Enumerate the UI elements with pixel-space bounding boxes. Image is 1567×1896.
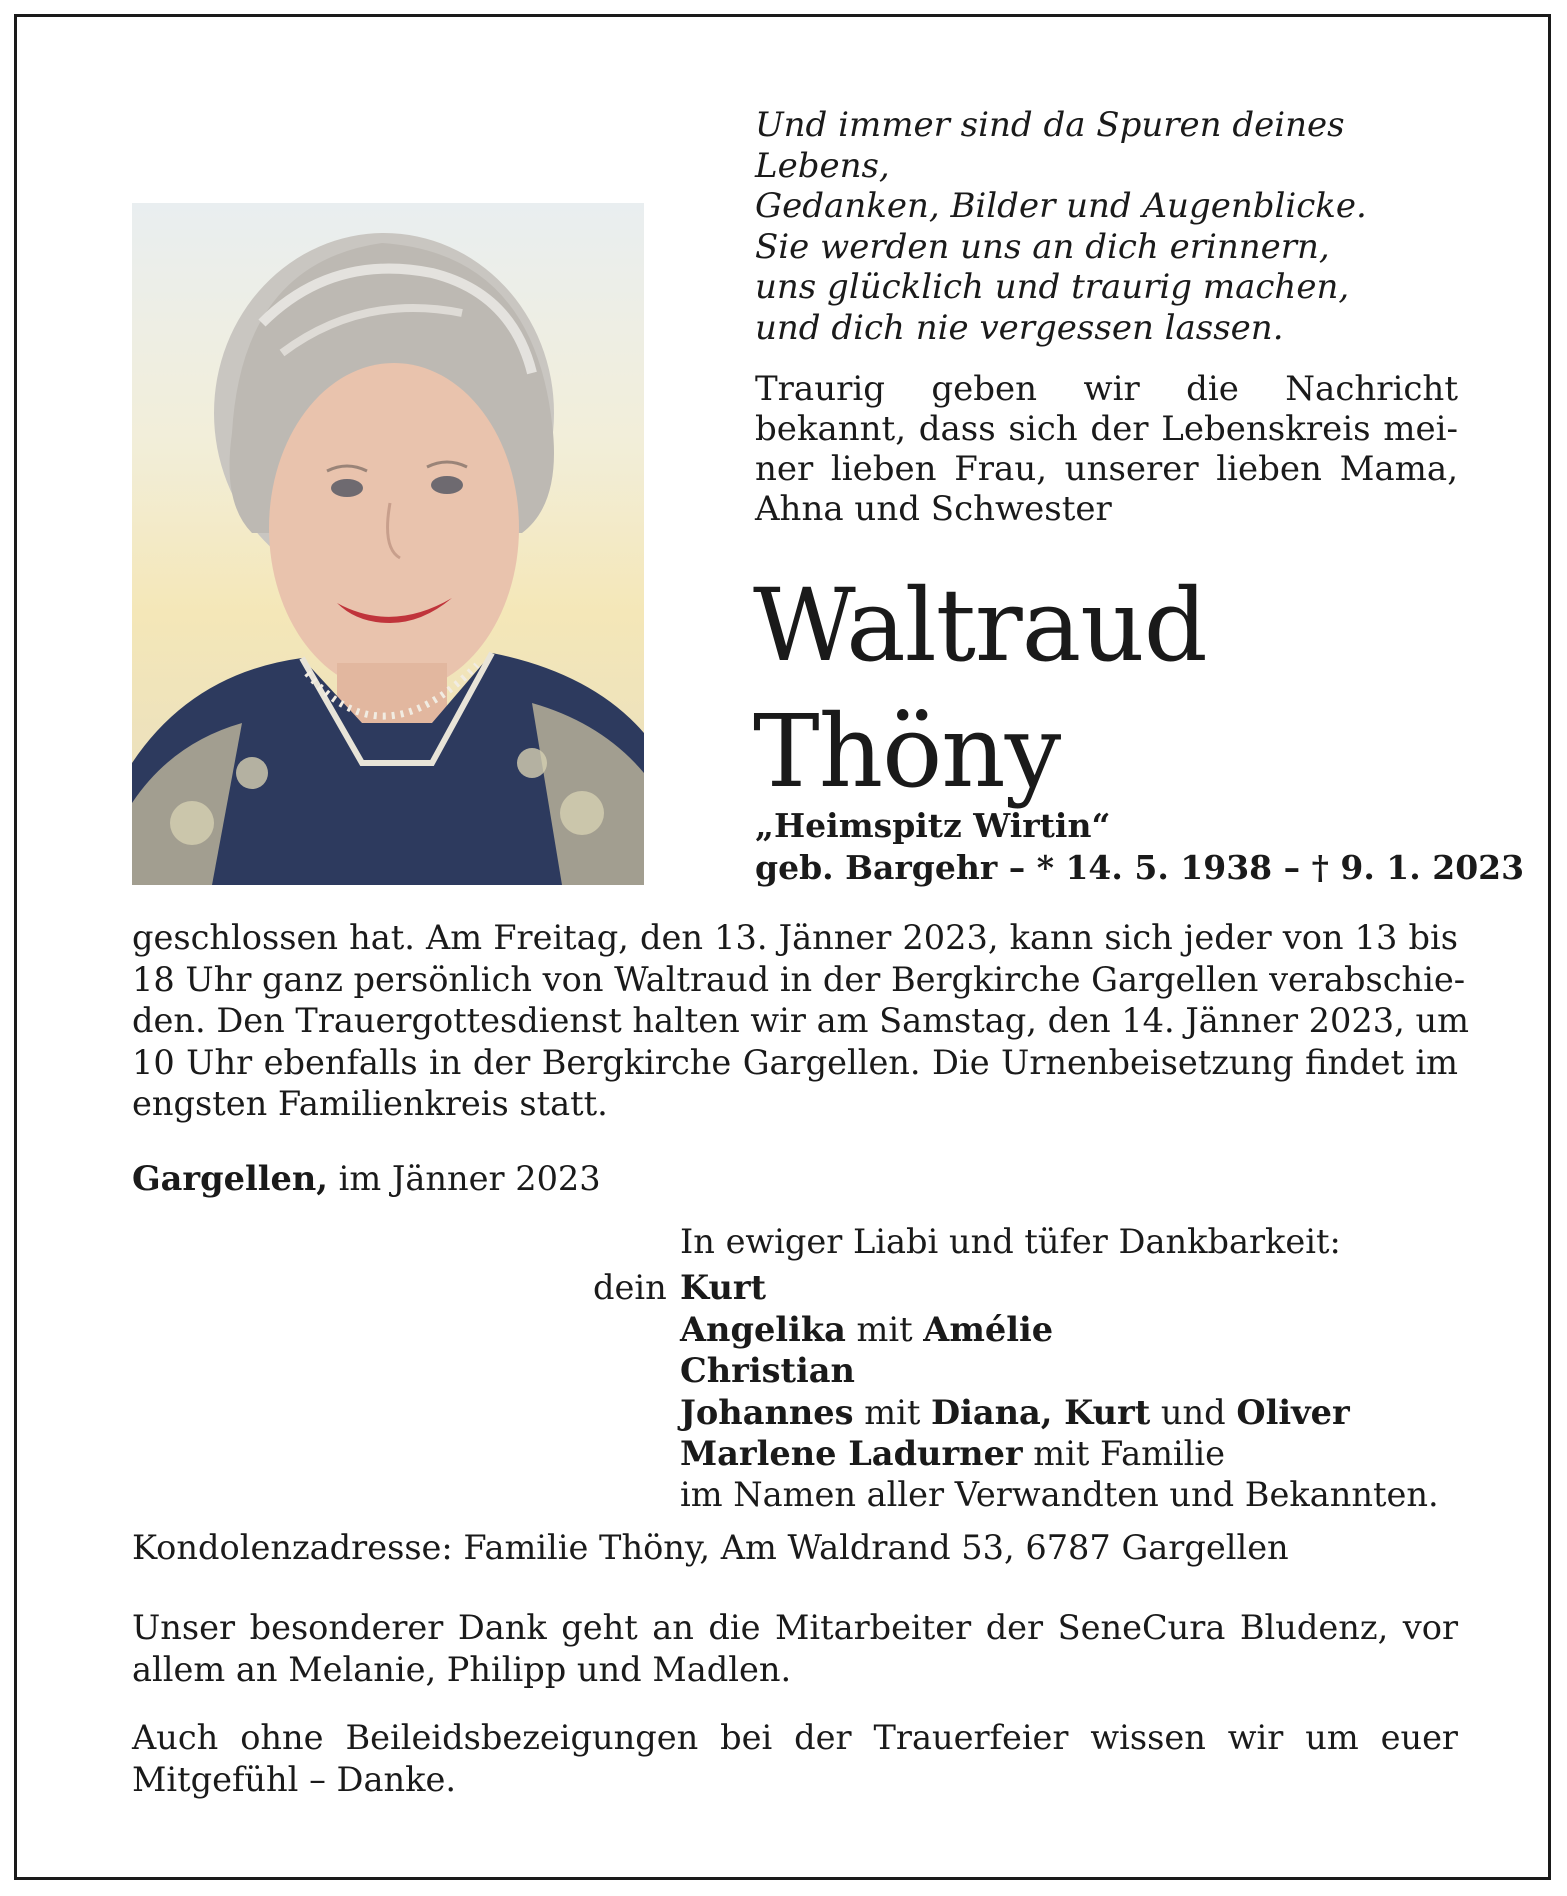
family-line <box>680 1433 1439 1475</box>
connector: und <box>1150 1392 1237 1432</box>
intro-line: Traurig geben wir die Nachricht <box>755 369 1458 409</box>
poem-line: Sie werden uns an dich erinnern, <box>755 226 1330 267</box>
family-name: Christian <box>680 1350 855 1390</box>
intro-text <box>755 369 1458 529</box>
date-text: im Jänner 2023 <box>327 1159 601 1198</box>
connector: mit <box>853 1392 931 1432</box>
intro-line: ner lieben Frau, unserer lieben Mama, <box>755 449 1458 489</box>
first-name: Waltraud <box>753 567 1207 684</box>
place-name: Gargellen, <box>132 1158 328 1198</box>
deceased-name <box>753 563 1207 815</box>
last-name: Thöny <box>753 693 1061 810</box>
poem-line: und dich nie vergessen lassen. <box>755 307 1284 348</box>
body-text <box>132 917 1469 1125</box>
family-name: Oliver <box>1236 1391 1350 1432</box>
portrait-icon <box>132 203 644 885</box>
family-name: Angelika <box>680 1308 846 1349</box>
family-line: im Namen aller Verwandten und Bekannten. <box>680 1474 1439 1514</box>
family-name: Diana, Kurt <box>930 1391 1151 1432</box>
birth-death-dates: geb. Bargehr – * 14. 5. 1938 – † 9. 1. 2023 <box>755 848 1525 887</box>
family-line <box>680 1309 1439 1351</box>
connector: mit <box>845 1309 924 1349</box>
poem-line: Und immer sind da Spuren deines Lebens, <box>755 105 1345 186</box>
closing-line: Mitgefühl – Danke. <box>132 1760 456 1799</box>
condolence-address: Kondolenzadresse: Familie Thöny, Am Waldrand 53, 6787 Gargellen <box>132 1528 1289 1567</box>
special-thanks <box>132 1607 1458 1691</box>
body-line: den. Den Trauergottesdienst halten wir am Samstag, den 14. Jänner 2023, um <box>132 1001 1469 1040</box>
thanks-line: allem an Melanie, Philipp und Madlen. <box>132 1650 792 1689</box>
family-line <box>680 1267 1439 1309</box>
poem-line: uns glücklich und traurig machen, <box>755 267 1350 307</box>
intro-line: Ahna und Schwester <box>755 489 1112 529</box>
portrait-photo <box>132 203 644 885</box>
name-details <box>755 805 1524 889</box>
dein-label: dein <box>593 1268 667 1307</box>
family-list <box>680 1267 1439 1515</box>
place-date <box>132 1157 601 1200</box>
nickname: „Heimspitz Wirtin“ <box>755 806 1111 845</box>
closing-text <box>132 1717 1458 1801</box>
body-line: 10 Uhr ebenfalls in der Bergkirche Gargellen. Die Urnenbeisetzung findet im <box>132 1042 1458 1082</box>
obituary-notice <box>14 14 1551 1880</box>
family-line <box>680 1350 1439 1392</box>
family-line <box>680 1392 1439 1434</box>
connector: mit Familie <box>1022 1434 1226 1473</box>
family-name: Marlene Ladurner <box>680 1433 1023 1473</box>
intro-line: bekannt, dass sich der Lebenskreis mei- <box>755 409 1458 449</box>
thanks-heading: In ewiger Liabi und tüfer Dankbarkeit: <box>680 1222 1341 1261</box>
thanks-line: Unser besonderer Dank geht an die Mitarbeiter der SeneCura Bludenz, vor <box>132 1608 1458 1647</box>
family-name: Johannes <box>680 1391 854 1432</box>
closing-line: Auch ohne Beileidsbezeigungen bei der Trauerfeier wissen wir um euer <box>132 1718 1458 1757</box>
family-name: Amélie <box>923 1308 1054 1349</box>
body-line: 18 Uhr ganz persönlich von Waltraud in der Bergkirche Gargellen verabschie- <box>132 959 1466 999</box>
poem-line: Gedanken, Bilder und Augenblicke. <box>755 186 1367 226</box>
family-name: Kurt <box>680 1267 767 1307</box>
body-line: geschlossen hat. Am Freitag, den 13. Jänner 2023, kann sich jeder von 13 bis <box>132 918 1458 957</box>
body-line: engsten Familienkreis statt. <box>132 1084 608 1123</box>
poem <box>755 105 1475 348</box>
